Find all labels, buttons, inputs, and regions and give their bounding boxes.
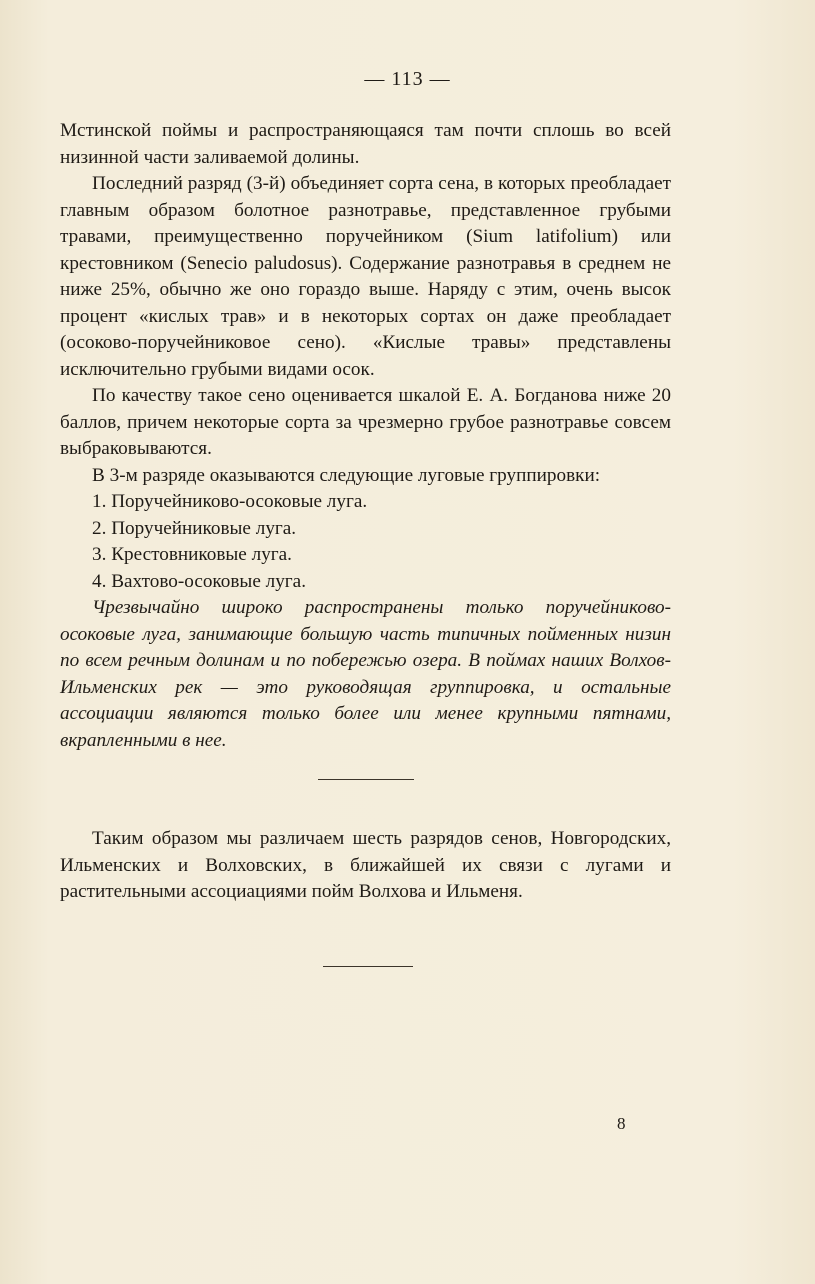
main-text: [60, 118, 671, 754]
grouping-list: [60, 489, 671, 595]
paragraph: В 3-м разряде оказываются следующие луговые группировки:: [92, 464, 601, 486]
list-item: 3. Крестовниковые луга.: [92, 544, 292, 565]
paragraph: Мстинской поймы и распространяющаяся там почти сплошь во всей низинной части заливаемой долины.: [60, 120, 671, 168]
paragraph: Последний разряд (3-й) объединяет сорта сена, в которых преобладает главным образом болотное разнотравье, представленное грубыми травами, преимущественно поручейником (Sium latifolium) или крестовником (Senecio paludosus). Содержание разнотравья в среднем не ниже 25%, обычно же оно гораздо выше. Наряду с этим, очень высок процент «кислых трав» и в некоторых сортах он даже преобладает (осоково-поручейниковое сено). «Кислые травы» представлены исключительно грубыми видами осок.: [60, 173, 671, 380]
paragraph: По качеству такое сено оценивается шкалой Е. А. Богданова ниже 20 баллов, причем некоторые сорта за чрезмерно грубое разнотравье совсем выбраковываются.: [60, 385, 671, 459]
conclusion-text: [60, 826, 671, 906]
list-item: 1. Поручейниково-осоковые луга.: [92, 491, 368, 512]
signature-mark: 8: [617, 1114, 626, 1133]
paragraph: Таким образом мы различаем шесть разрядов сенов, Новгородских, Ильменских и Волховских, в ближайшей их связи с лугами и растительными ассоциациями пойм Волхова и Ильменя.: [60, 828, 671, 902]
list-item: 2. Поручейниковые луга.: [92, 517, 297, 539]
end-divider: [323, 966, 413, 967]
section-divider: [318, 779, 414, 780]
page-number: — 113 —: [364, 68, 451, 90]
list-item: 4. Вахтово-осоковые луга.: [92, 570, 306, 592]
italic-paragraph: Чрезвычайно широко распространены только поручейниково-осоковые луга, занимающие большую часть типичных пойменных низин по всем речным долинам и по побережью озера. В поймах наших Волхов-Ильменских рек — это руководящая группировка, и остальные ассоциации являются только более или менее крупными пятнами, вкрапленными в нее.: [60, 597, 671, 751]
